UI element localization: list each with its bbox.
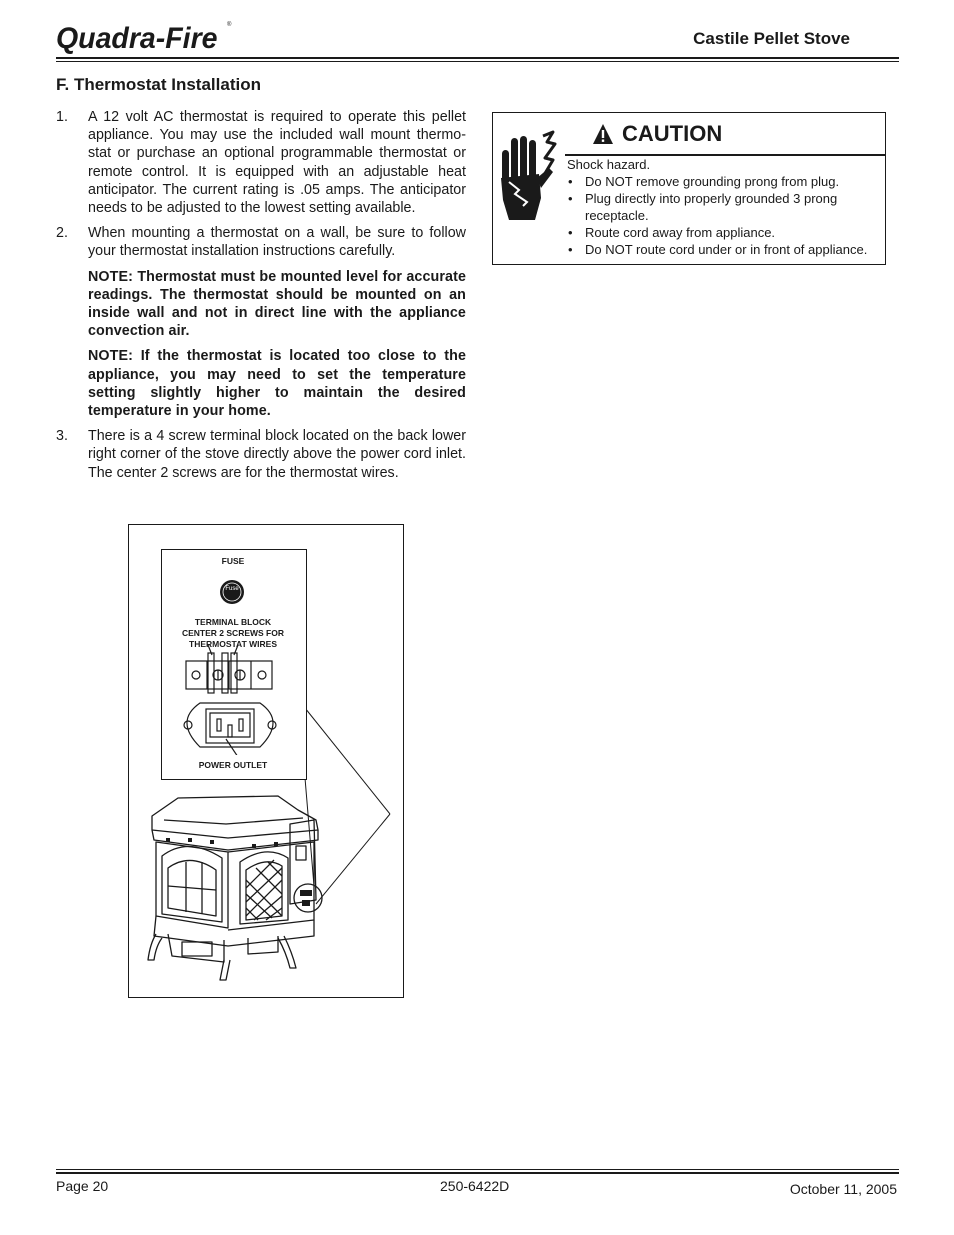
fuse-icon xyxy=(219,579,245,605)
document-number: 250-6422D xyxy=(440,1178,510,1194)
terminal-label-line: THERMOSTAT WIRES xyxy=(189,639,277,649)
step-item xyxy=(56,224,466,260)
note-level-mounting: NOTE: Thermostat must be mounted level for accurate readings. The thermostat should be mounted on an inside wall and not in direct line with the appliance convection air. xyxy=(88,268,466,340)
step-text: There is a 4 screw terminal block located on the back lower right corner of the stove directly above the power cord inlet. The center 2 screws are for the thermostat wires. xyxy=(88,428,466,481)
step-text: When mounting a thermostat on a wall, be sure to follow your thermostat installation instructions carefully. xyxy=(88,225,466,260)
document-title: Castile Pellet Stove xyxy=(693,29,850,48)
section-title: F. Thermostat Installation xyxy=(56,75,261,94)
fuse-text: Fuse xyxy=(225,586,239,592)
page-number: Page 20 xyxy=(56,1178,109,1194)
step-item xyxy=(56,427,466,482)
shock-hazard-hand-icon xyxy=(497,128,563,224)
caution-bullet: • Plug directly into properly grounded 3 prong receptacle. xyxy=(567,190,887,224)
step-text: A 12 volt AC thermostat is required to operate this pellet appliance. You may use the included wall mount thermo-stat or purchase an optional programmable thermostat or remote control. It is equipped with an adjustable heat anticipator. The current rating is .05 amps. The anticipator needs to be adjusted to the lowest setting available. xyxy=(88,109,466,217)
warning-triangle-icon xyxy=(592,123,614,145)
step-number: 3. xyxy=(56,428,68,445)
header-rule-thin xyxy=(56,61,899,62)
caution-content xyxy=(567,156,887,258)
footer-rule-thin xyxy=(56,1169,899,1170)
brand-logo xyxy=(56,22,231,56)
caution-bullet: • Route cord away from appliance. xyxy=(567,224,887,241)
caution-lead: Shock hazard. xyxy=(567,157,651,172)
document-date: October 11, 2005 xyxy=(789,1181,897,1197)
caution-bullet: • Do NOT route cord under or in front of appliance. xyxy=(567,241,887,258)
terminal-label-line: CENTER 2 SCREWS FOR xyxy=(181,628,284,638)
caution-title: CAUTION xyxy=(622,121,723,146)
caution-heading xyxy=(592,121,722,147)
caution-list xyxy=(567,173,887,258)
terminal-label-line: TERMINAL BLOCK xyxy=(194,617,272,627)
registered-mark: ® xyxy=(227,22,232,28)
note-temperature-setting: NOTE: If the thermostat is located too close to the appliance, you may need to set the temperature setting slightly higher to maintain the desired temperature in your home. xyxy=(88,348,466,420)
power-outlet-label: POWER OUTLET xyxy=(198,760,268,770)
step-number: 2. xyxy=(56,225,68,242)
brand-name: Quadra-Fire xyxy=(56,22,218,55)
caution-bullet: • Do NOT remove grounding prong from plug. xyxy=(567,173,887,190)
header-rule xyxy=(56,57,899,59)
footer-rule xyxy=(56,1172,899,1174)
step-number: 1. xyxy=(56,109,68,125)
instructions-column xyxy=(56,108,466,489)
fuse-label: FUSE xyxy=(221,556,245,566)
step-item xyxy=(56,108,466,217)
terminal-block-and-outlet xyxy=(176,645,290,755)
